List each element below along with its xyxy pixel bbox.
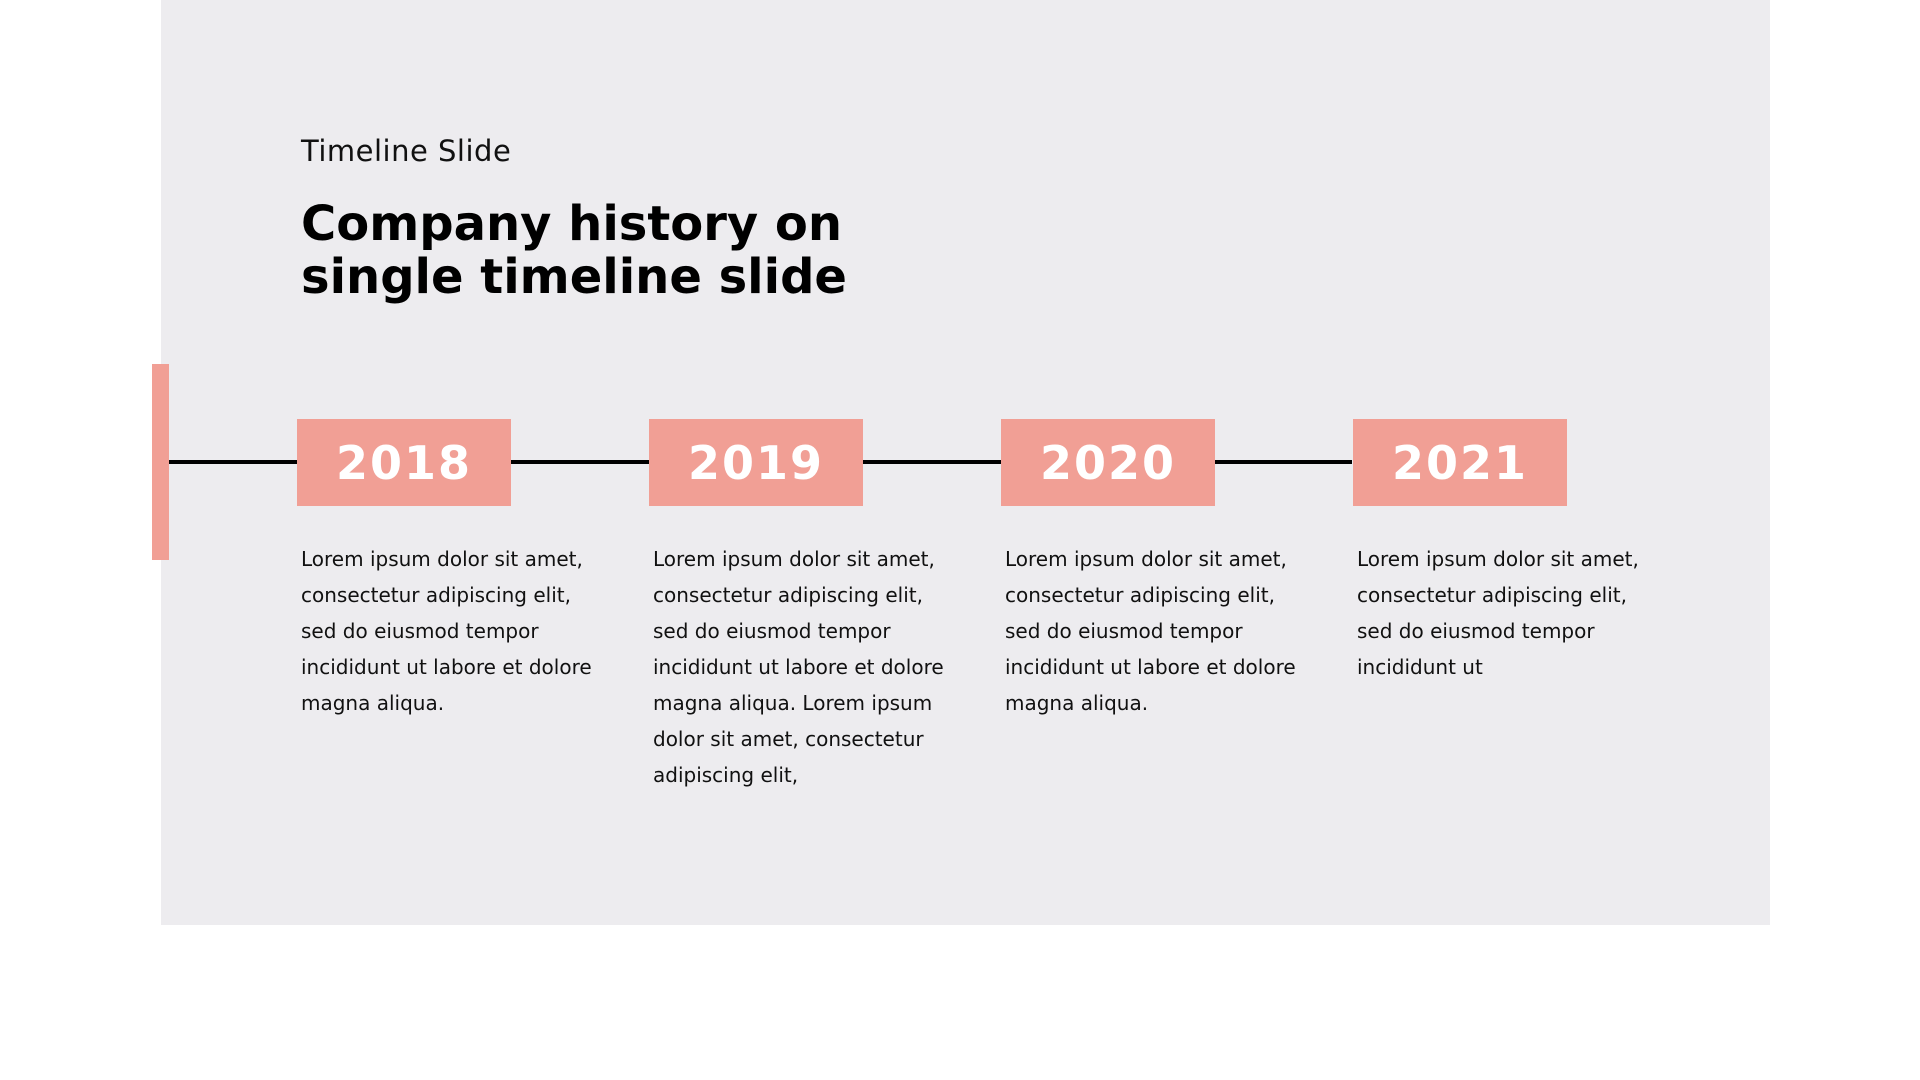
description-line: magna aliqua. [301, 691, 445, 715]
description-2018 [301, 541, 601, 721]
description-line: sed do eiusmod tempor [1005, 619, 1243, 643]
description-line: sed do eiusmod tempor [653, 619, 891, 643]
accent-bar [152, 364, 169, 560]
year-box-2021: 2021 [1353, 419, 1567, 506]
year-box-2020: 2020 [1001, 419, 1215, 506]
description-line: incididunt ut [1357, 655, 1483, 679]
description-line: adipiscing elit, [653, 763, 799, 787]
description-line: consectetur adipiscing elit, [1005, 583, 1275, 607]
description-line: Lorem ipsum dolor sit amet, [1357, 547, 1639, 571]
slide-title [301, 198, 941, 304]
slide-title-line-1: Company history on [301, 196, 843, 252]
description-line: consectetur adipiscing elit, [1357, 583, 1627, 607]
description-line: incididunt ut labore et dolore [653, 655, 944, 679]
description-line: sed do eiusmod tempor [1357, 619, 1595, 643]
description-line: consectetur adipiscing elit, [653, 583, 923, 607]
description-line: consectetur adipiscing elit, [301, 583, 571, 607]
description-line: Lorem ipsum dolor sit amet, [301, 547, 583, 571]
slide-title-line-2: single timeline slide [301, 249, 847, 305]
year-box-2018: 2018 [297, 419, 511, 506]
description-2021 [1357, 541, 1657, 685]
description-line: magna aliqua. Lorem ipsum [653, 691, 933, 715]
year-box-2019: 2019 [649, 419, 863, 506]
description-line: Lorem ipsum dolor sit amet, [1005, 547, 1287, 571]
description-2020 [1005, 541, 1305, 721]
description-2019 [653, 541, 953, 793]
description-line: dolor sit amet, consectetur [653, 727, 924, 751]
slide-subtitle: Timeline Slide [301, 134, 512, 168]
description-line: sed do eiusmod tempor [301, 619, 539, 643]
description-line: incididunt ut labore et dolore [1005, 655, 1296, 679]
description-line: incididunt ut labore et dolore [301, 655, 592, 679]
description-line: Lorem ipsum dolor sit amet, [653, 547, 935, 571]
description-line: magna aliqua. [1005, 691, 1149, 715]
